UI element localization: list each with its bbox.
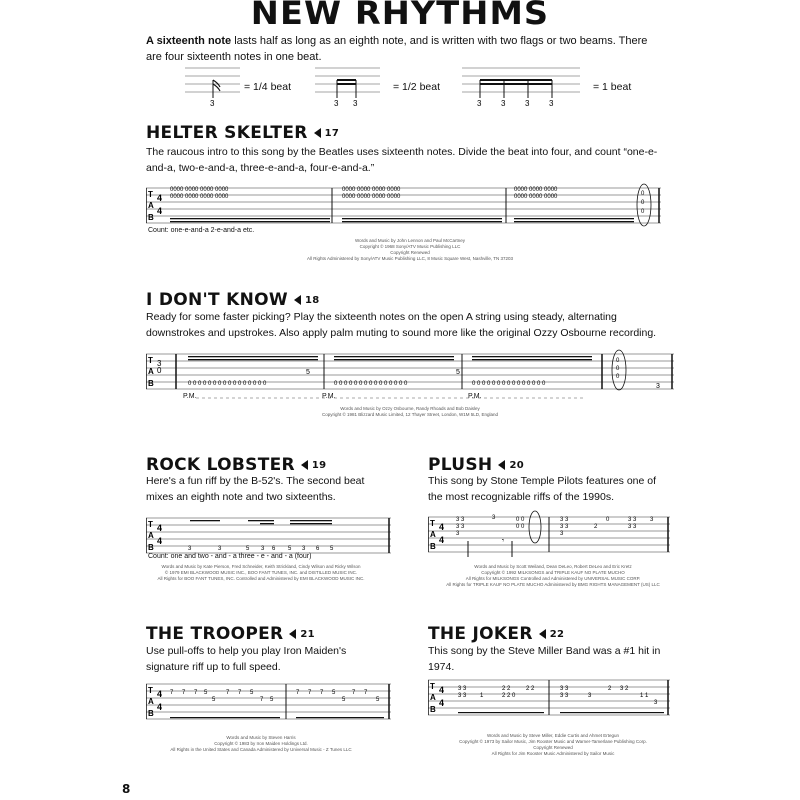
svg-text:3: 3 [492, 515, 496, 521]
svg-text:5: 5 [270, 697, 274, 703]
svg-text:2 2: 2 2 [526, 686, 535, 692]
palm-mute-label: P.M. [322, 393, 336, 400]
svg-text:3 3: 3 3 [458, 693, 467, 699]
tab-staff-the-joker [428, 672, 678, 730]
svg-text:4: 4 [439, 535, 445, 545]
svg-text:0: 0 [616, 366, 620, 372]
track-number: 19 [311, 459, 327, 471]
svg-text:0: 0 [606, 517, 610, 523]
svg-text:T: T [430, 682, 435, 691]
svg-text:B: B [430, 542, 436, 551]
svg-text:3 3: 3 3 [628, 517, 637, 523]
svg-text:B: B [148, 709, 154, 718]
svg-text:4: 4 [157, 523, 163, 533]
svg-text:3: 3 [654, 700, 658, 706]
palm-mute-label: P.M. [183, 393, 197, 400]
svg-text:3: 3 [188, 546, 192, 552]
song-title-the-trooper: THE TROOPER 21 [146, 624, 315, 644]
svg-text:T: T [148, 190, 153, 199]
svg-text:3: 3 [650, 517, 654, 523]
count-label: Count: one-e-and-a 2-e-and-a etc. [148, 227, 255, 234]
svg-text:5: 5 [204, 690, 208, 696]
svg-text:3 3: 3 3 [456, 524, 465, 530]
svg-text:0: 0 [616, 358, 620, 364]
svg-text:3: 3 [560, 531, 564, 537]
intro-term: A sixteenth note [146, 35, 232, 47]
track-number: 18 [304, 294, 320, 306]
svg-text:3: 3 [549, 99, 554, 108]
svg-text:4: 4 [157, 702, 163, 712]
svg-text:2 2: 2 2 [502, 686, 511, 692]
svg-text:0 0 0 0 0 0 0 0 0 0 0 0: 0 0 0 0 0 0 0 0 0 0 0 0 0 0 0 [472, 381, 546, 387]
svg-text:5: 5 [376, 697, 380, 703]
svg-text:7: 7 [320, 690, 324, 696]
svg-text:6: 6 [316, 546, 320, 552]
song-description: This song by Stone Temple Pilots features one of the most recognizable riffs of the 1990s. [428, 475, 657, 503]
svg-text:0: 0 [641, 200, 645, 206]
svg-text:T: T [148, 686, 153, 695]
svg-text:3 2: 3 2 [620, 686, 629, 692]
svg-text:7: 7 [364, 690, 368, 696]
svg-text:T: T [430, 519, 435, 528]
svg-text:2: 2 [608, 686, 612, 692]
svg-text:3 3: 3 3 [456, 517, 465, 523]
svg-text:3: 3 [456, 531, 460, 537]
eq-half-beat: = 1/2 beat [393, 81, 440, 93]
svg-text:0 0: 0 0 [516, 517, 525, 523]
svg-text:3: 3 [210, 99, 215, 108]
speaker-icon [301, 460, 308, 470]
svg-text:4: 4 [157, 206, 163, 216]
palm-mute-label: P.M. [468, 393, 482, 400]
svg-text:1 1: 1 1 [640, 693, 649, 699]
svg-text:0 0 0 0 0 0 0 0 0 0 0 0: 0 0 0 0 0 0 0 0 0 0 0 0 0 0 0 [334, 381, 408, 387]
svg-text:7: 7 [352, 690, 356, 696]
speaker-icon [294, 295, 301, 305]
page-title: NEW RHYTHMS [250, 0, 550, 32]
song-description: Ready for some faster picking? Play the sixteenth notes on the open A string using steady, alternating downstrokes and upstrokes. Also apply palm muting to sound more like the original Ozzy Osbourne recording. [146, 311, 657, 339]
svg-text:4: 4 [439, 698, 445, 708]
svg-text:3: 3 [261, 546, 265, 552]
credit-block: Words and Music by Steve Miller, Eddie Curtis and Ahmet Ertegun Copyright © 1973 by Sailor Music, Jim Rooster Music and Warner-Tamerlane Publishing Corp. Copyright Renewed All Rights for Jim Rooster Music Administered by Sailor Music [459, 733, 647, 756]
svg-text:5: 5 [456, 369, 460, 376]
svg-text:A: A [430, 693, 436, 702]
svg-text:B: B [148, 543, 154, 552]
svg-text:3 3: 3 3 [458, 686, 467, 692]
speaker-icon [539, 629, 546, 639]
track-number: 22 [549, 628, 565, 640]
svg-text:7: 7 [260, 697, 264, 703]
credit-block: Words and Music by Steven Harris Copyright © 1983 by Iron Maiden Holdings Ltd. All Rights in the United States and Canada Administered by Universal Music - Z Tunes LLC [170, 735, 352, 752]
svg-text:4: 4 [157, 193, 163, 203]
svg-text:7: 7 [226, 690, 230, 696]
svg-text:A: A [430, 530, 436, 539]
track-number: 20 [509, 459, 524, 471]
svg-text:3: 3 [353, 99, 358, 108]
svg-text:4: 4 [157, 536, 163, 546]
svg-text:7: 7 [194, 690, 198, 696]
svg-text:0000 0000 0000: 0000 0000 0000 [514, 194, 558, 200]
svg-text:B: B [148, 379, 154, 388]
svg-text:3: 3 [656, 383, 660, 390]
speaker-icon [314, 128, 321, 138]
tab-staff-i-dont-know [146, 348, 676, 404]
svg-text:2 2 0: 2 2 0 [502, 693, 516, 699]
eq-one-beat: = 1 beat [593, 81, 632, 93]
svg-text:3: 3 [157, 359, 162, 368]
svg-text:A: A [148, 697, 154, 706]
tab-staff-the-trooper [146, 676, 396, 734]
track-number: 17 [324, 127, 340, 139]
svg-text:7: 7 [238, 690, 242, 696]
svg-text:A: A [148, 201, 154, 210]
svg-text:3: 3 [588, 693, 592, 699]
svg-text:0000 0000 0000 0000: 0000 0000 0000 0000 [170, 187, 229, 193]
svg-text:5: 5 [330, 546, 334, 552]
svg-text:3: 3 [302, 546, 306, 552]
svg-text:5: 5 [332, 690, 336, 696]
intro-text: lasts half as long as an eighth note, and is written with two flags or two beams. There are four sixteenth notes in one beat. [146, 35, 648, 63]
svg-text:3: 3 [501, 99, 506, 108]
credit-block: Words and Music by John Lennon and Paul McCartney Copyright © 1968 Sony/ATV Music Publishing LLC Copyright Renewed All Rights Administered by Sony/ATV Music Publishing LLC, 8 Music Square West, Nashville, TN 37203 [306, 238, 514, 261]
svg-text:4: 4 [157, 689, 163, 699]
svg-text:5: 5 [342, 697, 346, 703]
svg-text:3 3: 3 3 [560, 524, 569, 530]
credit-block: Words and Music by Kate Pierson, Fred Schneider, Keith Strickland, Cindy Wilson and Ricky Wilson © 1979 EMI BLACKWOOD MUSIC INC., BOO FANT TUNES, INC. and DISTILLED MUSIC INC. All Rights for BOO FANT TUNES, INC. Controlled and Administered by EMI BLACKWOOD MUSIC INC. [157, 564, 365, 581]
svg-text:3: 3 [477, 99, 482, 108]
svg-text:T: T [148, 356, 153, 365]
svg-text:3: 3 [525, 99, 530, 108]
svg-text:B: B [148, 213, 154, 222]
svg-text:0000 0000 0000 0000: 0000 0000 0000 0000 [170, 194, 229, 200]
svg-text:4: 4 [439, 522, 445, 532]
tab-staff-plush [428, 505, 678, 565]
svg-text:5: 5 [246, 546, 250, 552]
eq-quarter-beat: = 1/4 beat [244, 81, 291, 93]
speaker-icon [289, 629, 296, 639]
track-number: 21 [300, 628, 315, 640]
svg-text:7: 7 [308, 690, 312, 696]
svg-text:7: 7 [296, 690, 300, 696]
song-description: Use pull-offs to help you play Iron Maiden's signature riff up to full speed. [146, 645, 347, 673]
song-title-the-joker: THE JOKER 22 [428, 624, 565, 644]
svg-text:4: 4 [439, 685, 445, 695]
svg-text:B: B [430, 705, 436, 714]
svg-text:3: 3 [218, 546, 222, 552]
svg-text:0: 0 [616, 374, 620, 380]
svg-text:2: 2 [594, 524, 598, 530]
song-description: Here's a fun riff by the B-52's. The second beat mixes an eighth note and two sixteenths. [146, 475, 365, 503]
svg-text:6: 6 [272, 546, 276, 552]
svg-text:5: 5 [288, 546, 292, 552]
svg-text:5: 5 [250, 690, 254, 696]
speaker-icon [498, 460, 505, 470]
intro-paragraph [146, 33, 666, 65]
svg-text:1: 1 [480, 693, 484, 699]
svg-text:0 0 0 0 0 0 0 0 0 0 0 0: 0 0 0 0 0 0 0 0 0 0 0 0 0 0 0 0 [188, 381, 267, 387]
svg-text:3 3: 3 3 [628, 524, 637, 530]
svg-text:0 0: 0 0 [516, 524, 525, 530]
svg-text:3 3: 3 3 [560, 517, 569, 523]
svg-text:A: A [148, 367, 154, 376]
svg-text:3 3: 3 3 [560, 693, 569, 699]
credit-block: Words and Music by Scott Weiland, Dean DeLeo, Robert DeLeo and Eric Kretz Copyright © 1992 MILKSONGS and TRIPLE KAUF NO PLATE MUCHO All Rights for MILKSONGS Controlled and Administered by UNIVERSAL MUSIC CORP. All Rights for TRIPLE KAUF NO PLATE MUCHO Administered by BMG RIGHTS MANAGEMENT (US) LLC [446, 564, 660, 587]
svg-text:0: 0 [641, 191, 645, 197]
song-title-i-dont-know: I DON'T KNOW 18 [146, 290, 320, 310]
credit-block: Words and Music by Ozzy Osbourne, Randy Rhoads and Bob Daisley Copyright © 1981 Blizzard Music Limited, 12 Thayer Street, London, W1M 5LD, England [321, 406, 499, 417]
song-title-plush: PLUSH 20 [428, 455, 524, 475]
svg-text:3: 3 [334, 99, 339, 108]
song-title-helter-skelter: HELTER SKELTER 17 [146, 123, 340, 143]
svg-text:A: A [148, 531, 154, 540]
song-description: This song by the Steve Miller Band was a #1 hit in 1974. [428, 645, 661, 673]
song-description: The raucous intro to this song by the Beatles uses sixteenth notes. Divide the beat into four, and count “one-e-and-a, two-e-and-a, three-e-and-a, four-e-and-a.” [146, 146, 658, 174]
svg-text:3 3: 3 3 [560, 686, 569, 692]
svg-text:0000 0000 0000: 0000 0000 0000 [514, 187, 558, 193]
svg-text:7: 7 [182, 690, 186, 696]
count-label: Count: one and two - and - a three - e - and - a (four) [148, 553, 312, 560]
svg-text:𝄾: 𝄾 [502, 536, 505, 545]
svg-text:5: 5 [306, 369, 310, 376]
svg-text:5: 5 [212, 697, 216, 703]
svg-text:0: 0 [157, 366, 162, 375]
page-number: 8 [122, 782, 131, 796]
svg-text:7: 7 [170, 690, 174, 696]
svg-text:0000 0000 0000 0000: 0000 0000 0000 0000 [342, 194, 401, 200]
svg-text:T: T [148, 520, 153, 529]
svg-text:0: 0 [641, 209, 645, 215]
song-title-rock-lobster: ROCK LOBSTER 19 [146, 455, 327, 475]
svg-text:0000 0000 0000 0000: 0000 0000 0000 0000 [342, 187, 401, 193]
